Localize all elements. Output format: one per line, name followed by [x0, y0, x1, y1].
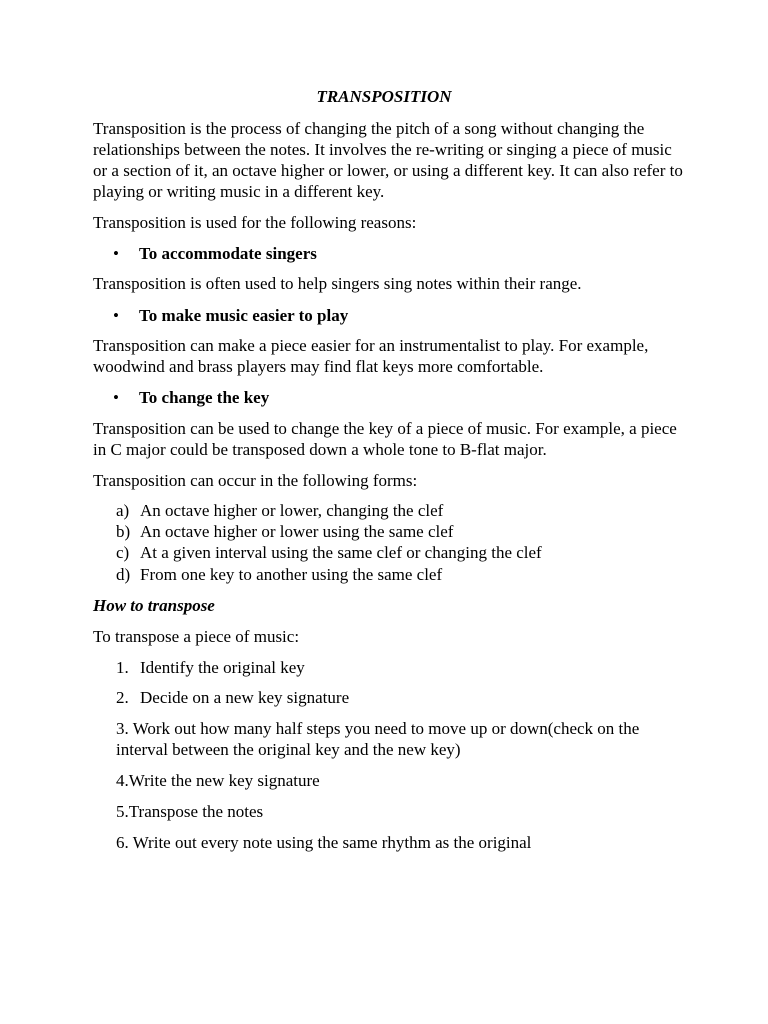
step-item: [116, 657, 682, 678]
reason-text-1: Transposition is often used to help singers sing notes within their range.: [93, 274, 582, 293]
step-text: Decide on a new key signature: [140, 688, 350, 707]
intro-paragraph: Transposition is the process of changing the pitch of a song without changing the relationships between the notes. It involves the re-writing or singing a piece of music or a section of it, an octave higher or lower, or using a different key. It can also refer to playing or writing music in a different key.: [93, 119, 683, 201]
forms-intro: Transposition can occur in the following forms:: [93, 471, 418, 490]
list-marker: 1.: [116, 658, 129, 677]
reason-heading-3: [113, 387, 269, 408]
form-item-text: An octave higher or lower, changing the clef: [140, 501, 444, 520]
list-marker: 2.: [116, 688, 129, 707]
reason-heading-2: [113, 305, 348, 326]
reason-text-2: Transposition can make a piece easier for an instrumentalist to play. For example, woodwind and brass players may find flat keys more comfortable.: [93, 336, 649, 376]
step-item: 6. Write out every note using the same rhythm as the original: [116, 833, 532, 852]
list-marker: d): [116, 565, 131, 584]
reason-heading-1: [113, 243, 317, 264]
howto-heading: How to transpose: [93, 596, 215, 615]
reason-heading-label: To change the key: [139, 388, 270, 407]
form-item-text: An octave higher or lower using the same clef: [140, 522, 454, 541]
form-item-text: At a given interval using the same clef or changing the clef: [140, 543, 542, 562]
list-marker: a): [116, 501, 130, 520]
step-item: 5.Transpose the notes: [116, 802, 264, 821]
step-item: 3. Work out how many half steps you need to move up or down(check on the interval between the original key and the new key): [116, 719, 640, 759]
bullet-marker: •: [113, 306, 119, 325]
step-item: 4.Write the new key signature: [116, 771, 320, 790]
step-text: Identify the original key: [140, 658, 305, 677]
list-marker: c): [116, 543, 130, 562]
list-marker: b): [116, 522, 131, 541]
bullet-marker: •: [113, 244, 119, 263]
reason-heading-label: To make music easier to play: [139, 306, 349, 325]
form-item: [116, 542, 542, 563]
form-item: [116, 564, 442, 585]
reason-text-3: Transposition can be used to change the key of a piece of music. For example, a piece in C major could be transposed down a whole tone to B-flat major.: [93, 419, 677, 459]
form-item: [116, 500, 443, 521]
howto-intro: To transpose a piece of music:: [93, 627, 300, 646]
form-item-text: From one key to another using the same clef: [140, 565, 443, 584]
form-item: [116, 521, 453, 542]
bullet-marker: •: [113, 388, 119, 407]
reason-heading-label: To accommodate singers: [139, 244, 317, 263]
step-item: [116, 687, 682, 708]
reasons-intro: Transposition is used for the following reasons:: [93, 213, 417, 232]
page-title: TRANSPOSITION: [316, 87, 452, 106]
